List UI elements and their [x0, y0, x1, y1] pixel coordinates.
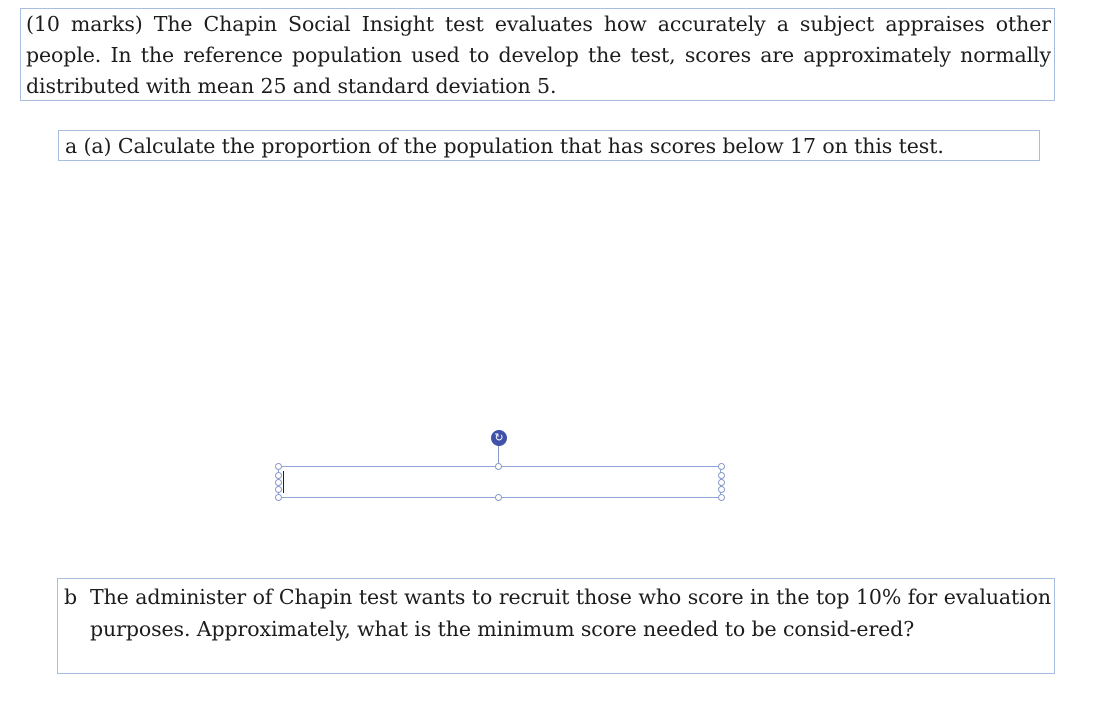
question-intro-box[interactable] — [20, 8, 1055, 101]
resize-handle-top-right[interactable] — [718, 463, 725, 470]
resize-handle-right-middle[interactable] — [718, 479, 725, 486]
resize-handle-top-center[interactable] — [495, 463, 502, 470]
text-caret — [283, 471, 284, 493]
resize-handle-left-middle[interactable] — [275, 479, 282, 486]
resize-handle-right-lower[interactable] — [718, 486, 725, 493]
resize-handle-bottom-left[interactable] — [275, 494, 282, 501]
resize-handle-left-lower[interactable] — [275, 486, 282, 493]
part-a-box[interactable] — [58, 130, 1040, 161]
part-b-text: The administer of Chapin test wants to recruit those who score in the top 10% for evaluation purposes. Approximately, what is the minimum score needed to be consid-ered? — [90, 585, 1051, 641]
resize-handle-left-upper[interactable] — [275, 472, 282, 479]
resize-handle-bottom-right[interactable] — [718, 494, 725, 501]
resize-handle-bottom-center[interactable] — [495, 494, 502, 501]
question-intro-text: (10 marks) The Chapin Social Insight test evaluates how accurately a subject appraises other people. In the reference population used to develop the test, scores are approximately normally distributed with mean 25 and standard deviation 5. — [26, 12, 1051, 98]
part-b-box[interactable] — [57, 578, 1055, 674]
resize-handle-top-left[interactable] — [275, 463, 282, 470]
part-b-label: b — [64, 585, 78, 609]
part-a-text: a (a) Calculate the proportion of the population that has scores below 17 on this test. — [65, 134, 944, 158]
resize-handle-right-upper[interactable] — [718, 472, 725, 479]
rotate-icon[interactable]: ↻ — [491, 430, 507, 446]
